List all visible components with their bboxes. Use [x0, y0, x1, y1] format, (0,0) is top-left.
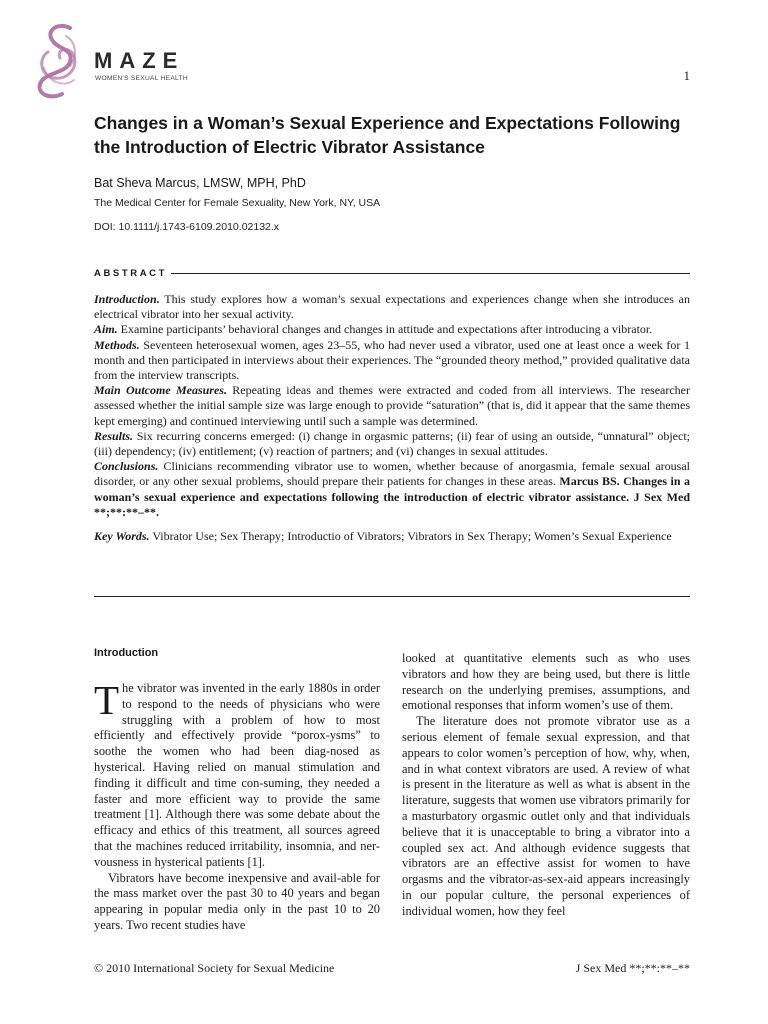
body-paragraph: looked at quantitative elements such as who uses vibrators and how they are being used, but there is little research on the underlying premises, assumptions, and emotional responses that inform women’s use of them.	[402, 651, 690, 713]
abstract-introduction	[94, 292, 690, 322]
abstract-citation: Marcus BS. Changes in a woman’s sexual experience and expectations following the introduction of electric vibrator assistance. J Sex Med **;**:**–**.	[94, 474, 690, 519]
brand-tagline: WOMEN'S SEXUAL HEALTH	[95, 75, 188, 82]
abstract-section-text: Six recurring concerns emerged: (i) change in orgasmic patterns; (ii) fear of using an outside, “unnatural” object; (iii) dependency; (iv) entitlement; (v) reaction of partners; and (vi) changes in sexual attitudes.	[94, 428, 690, 459]
abstract-section-text: Clinicians recommending vibrator use to women, whether because of anorgasmia, female sexual arousal disorder, or any other sexual problems, should prepare their patients for changes in these areas.	[94, 459, 690, 489]
body-paragraph: Vibrators have become inexpensive and avail-able for the mass market over the past 30 to 40 years and began appearing in popular media only in the past 10 to 20 years. Two recent studies have	[94, 870, 380, 932]
section-divider	[94, 596, 690, 597]
abstract-body	[94, 292, 690, 544]
footer-copyright: © 2010 International Society for Sexual Medicine	[94, 961, 335, 975]
abstract-methods	[94, 338, 690, 384]
keywords-label: Key Words.	[94, 529, 150, 544]
author-affiliation: The Medical Center for Female Sexuality, New York, NY, USA	[94, 197, 381, 209]
abstract-outcome-measures	[94, 383, 690, 429]
abstract-section-label: Results.	[94, 428, 134, 443]
abstract-section-label: Introduction.	[94, 292, 160, 306]
abstract-keywords	[94, 529, 690, 544]
footer-journal-ref: J Sex Med **;**:**–**	[575, 961, 690, 975]
paragraph-text: he vibrator was invented in the early 1880s in order to respond to the needs of physicians who were struggling with a problem of how to most efficiently and effectively provide “porox-ysms” to soothe the women who had been diag-nosed as hysterical. Having relied on manual stimulation and finding it difficult and time con-suming, they needed a faster and more efficient way to provide the same treatment [1]. Although there was some debate about the efficacy and ethics of this treatment, all sources agreed that the machines reduced irritability, insomnia, and ner-vousness in hysterical patients [1].	[94, 681, 380, 869]
abstract-aim	[94, 322, 690, 337]
abstract-section-text: This study explores how a woman’s sexual expectations and experiences change when she introduces an electrical vibrator into her sexual activity.	[94, 292, 690, 322]
abstract-section-label: Main Outcome Measures.	[94, 383, 227, 398]
page-number: 1	[683, 68, 690, 83]
drop-cap: T	[94, 677, 120, 723]
abstract-section-text: Examine participants’ behavioral changes and changes in attitude and expectations after introducing a vibrator.	[117, 322, 653, 337]
abstract-section-text: Seventeen heterosexual women, ages 23–55, who had never used a vibrator, used one at least once a week for 1 month and then participated in interviews about their experiences. The “grounded theory method,” provided qualitative data from the interview transcripts.	[94, 337, 690, 383]
abstract-section-text: Repeating ideas and themes were extracted and coded from all interviews. The researcher assessed whether the initial sample size was large enough to provide “saturation” (that is, did it appear that the same themes kept emerging) and continued interviewing until such a sample was determined.	[94, 383, 691, 428]
maze-logo-icon	[30, 22, 86, 100]
article-title: Changes in a Woman’s Sexual Experience and Expectations Following the Introduction of Electric Vibrator Assistance	[94, 113, 681, 157]
body-column-left	[94, 646, 380, 934]
brand-name: MAZE	[94, 48, 185, 73]
doi: DOI: 10.1111/j.1743-6109.2010.02132.x	[94, 221, 280, 233]
abstract-section-label: Methods.	[94, 337, 140, 352]
body-paragraph	[94, 677, 380, 871]
abstract-conclusions	[94, 459, 690, 520]
abstract-rule	[171, 273, 690, 274]
abstract-section-label: Conclusions.	[94, 459, 159, 474]
abstract-section-label: Aim.	[94, 322, 118, 337]
abstract-results	[94, 429, 690, 459]
body-column-right	[402, 651, 690, 920]
abstract-header	[94, 266, 690, 280]
body-paragraph: The literature does not promote vibrator use as a serious element of female sexual expression, and that appears to color women’s perception of how, why, when, and in what context vibrators are used. A review of what is present in the literature as well as what is absent in the literature, suggests that women use vibrators primarily for a masturbatory orgasmic outlet only and that individuals believe that it is unacceptable to bring a vibrator into a coupled sex act. And although evidence suggests that vibrators are an effective assist for women to have orgasms and the vibrator-as-sex-aid appears increasingly in our popular culture, the personal experiences of individual women, how they feel	[402, 714, 690, 918]
section-heading-introduction: Introduction	[94, 647, 159, 659]
abstract-label: ABSTRACT	[94, 267, 168, 279]
author-name: Bat Sheva Marcus, LMSW, MPH, PhD	[94, 176, 306, 190]
keywords-text: Vibrator Use; Sex Therapy; Introductio of Vibrators; Vibrators in Sex Therapy; Women’s Sexual Experience	[149, 529, 672, 544]
